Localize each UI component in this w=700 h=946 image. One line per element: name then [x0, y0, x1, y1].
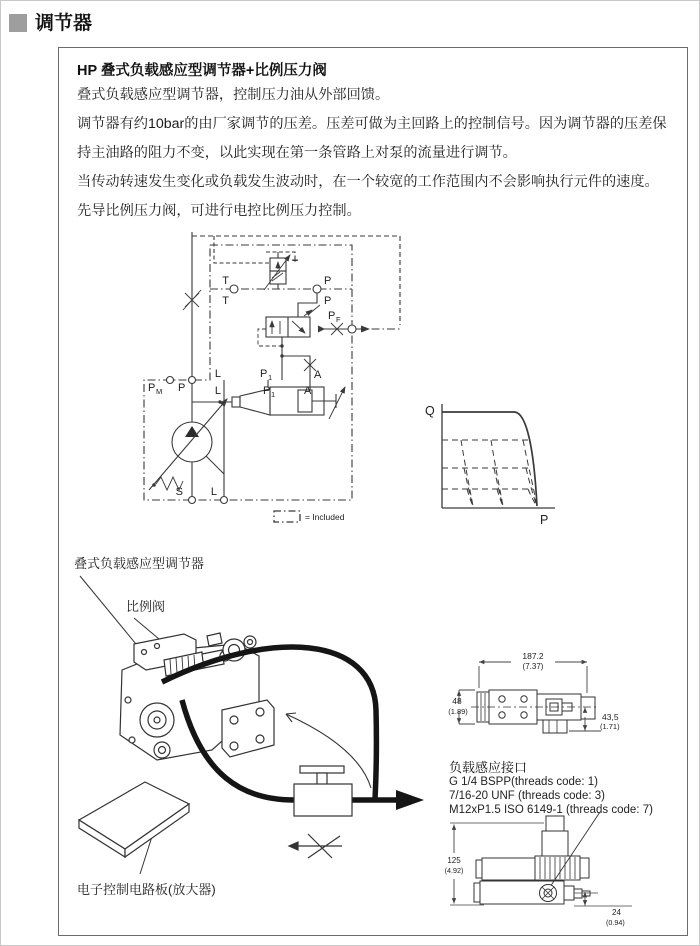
- thread-option: 7/16-20 UNF (threads code: 3): [449, 790, 605, 802]
- dim-height-in: (4.92): [444, 866, 464, 875]
- port-label-p: P: [178, 382, 186, 394]
- port-label-l: L: [214, 385, 221, 397]
- port-label-pf-sub: F: [336, 315, 341, 324]
- schematic-legend: = Included: [305, 512, 345, 522]
- dim-length-in: (7.37): [522, 662, 544, 671]
- hydraulic-schematic: [132, 228, 424, 530]
- port-label-t: T: [222, 275, 229, 287]
- port-label-pm: P: [148, 382, 156, 394]
- port-label-l: L: [214, 368, 221, 380]
- paragraph: 调节器有约10bar的由厂家调节的压差。压差可做为主回路上的控制信号。因为调节器的压差保持主油路的阻力不变，以此实现在第一条管路上对泵的流量进行调节。: [77, 116, 667, 161]
- dimension-drawing-top: [445, 645, 695, 757]
- port-label-p1: P: [263, 385, 271, 397]
- body-text: [77, 81, 677, 226]
- dim-offset-mm: 24: [612, 908, 621, 917]
- chart-ylabel: Q: [425, 404, 435, 418]
- port-label-s: S: [175, 486, 183, 498]
- dim-height-in: (1.89): [448, 707, 468, 716]
- content-box: [58, 47, 688, 936]
- paragraph: 当传动转速发生变化或负载发生波动时，在一个较宽的工作范围内不会影响执行元件的速度。: [77, 174, 659, 190]
- flow-arrow: [396, 790, 424, 810]
- dim-length-mm: 187.2: [522, 651, 544, 661]
- port-label-pm-sub: M: [156, 387, 163, 396]
- callout-proportional-valve: 比例阀: [126, 599, 166, 614]
- dim-side-in: (1.71): [600, 722, 620, 731]
- dim-side-mm: 43,5: [602, 712, 619, 722]
- callout-regulator: 叠式负载感应型调节器: [74, 556, 205, 571]
- qp-characteristic-chart: [415, 390, 565, 530]
- port-label-pf: P: [328, 310, 336, 322]
- direction-arrow: [286, 713, 371, 788]
- dim-height-mm: 125: [447, 856, 461, 865]
- section-title: HP 叠式负载感应型调节器+比例压力阀: [77, 63, 327, 79]
- dimension-drawing-side: [440, 795, 695, 935]
- dim-offset-in: (0.94): [606, 918, 625, 927]
- paragraph: 先导比例压力阀，可进行电控比例压力控制。: [77, 203, 361, 219]
- port-label-l: L: [210, 486, 217, 498]
- port-label-p: P: [324, 295, 332, 307]
- thread-option: M12xP1.5 ISO 6149-1 (threads code: 7): [449, 804, 653, 816]
- port-label-a: A: [314, 369, 322, 381]
- section-marker-square: [9, 14, 27, 32]
- paragraph: 叠式负载感应型调节器，控制压力油从外部回馈。: [77, 87, 390, 103]
- port-label-p1: P: [260, 368, 268, 380]
- amplifier-board: [79, 782, 189, 857]
- throttle-block: [294, 766, 352, 816]
- port-label-p1-sub: 1: [268, 373, 273, 382]
- port-label-t: T: [222, 295, 229, 307]
- throttle-symbol: [289, 834, 342, 858]
- page-title: 调节器: [35, 13, 93, 34]
- port-label-p1-sub: 1: [271, 390, 276, 399]
- callout-amplifier: 电子控制电路板(放大器): [77, 882, 216, 897]
- chart-xlabel: P: [540, 513, 549, 527]
- ls-port-title: 负载感应接口: [449, 760, 528, 775]
- dim-height-mm: 48: [452, 696, 462, 706]
- port-label-p: P: [324, 275, 332, 287]
- thread-option: G 1/4 BSPP(threads code: 1): [449, 776, 598, 788]
- port-label-a: A: [304, 385, 312, 397]
